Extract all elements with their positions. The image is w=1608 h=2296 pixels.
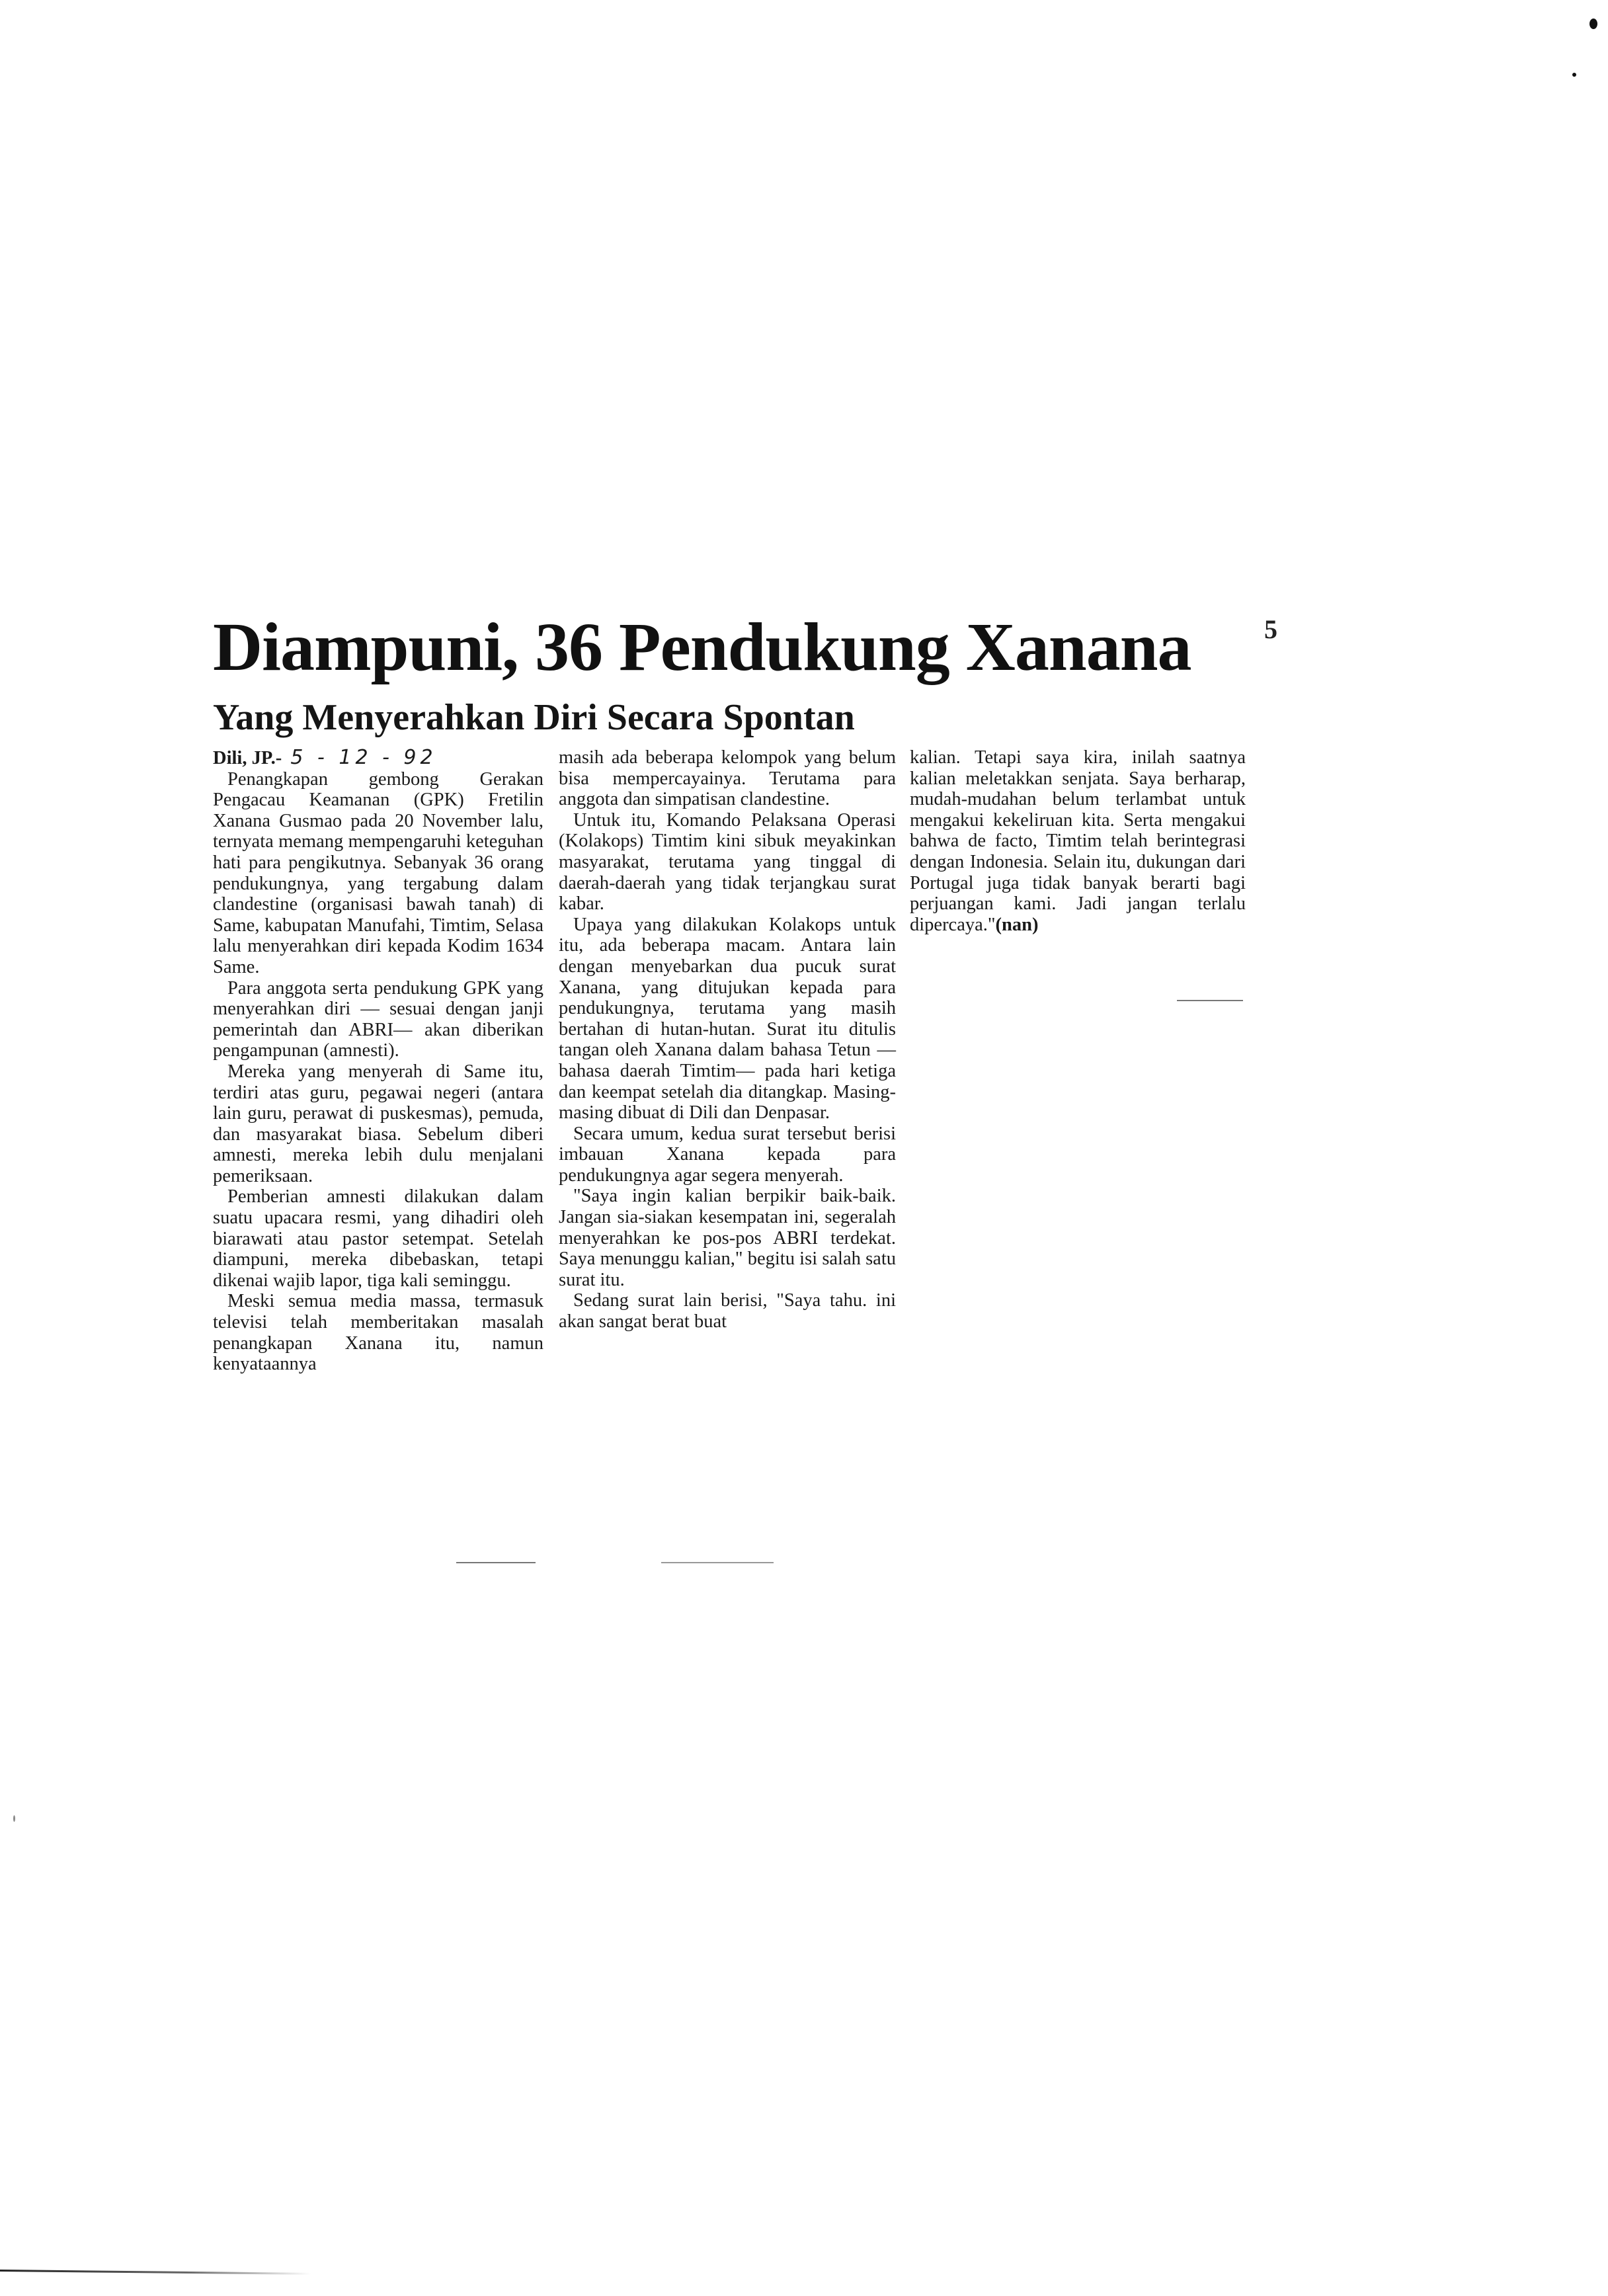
paragraph: Sedang surat lain berisi, "Saya tahu. ini akan sangat berat buat	[559, 1290, 896, 1332]
scan-edge-line	[0, 2270, 311, 2275]
handwritten-date: 5 - 12 - 92	[290, 746, 437, 769]
end-rule	[1177, 1000, 1243, 1001]
dateline: Dili, JP.-	[213, 748, 282, 768]
paragraph: "Saya ingin kalian berpikir baik-baik. Jangan sia-siakan kesempatan ini, segeralah menyerahkan ke pos-pos ABRI terdekat. Saya menunggu kalian," begitu isi salah satu surat itu.	[559, 1186, 896, 1290]
article-column-3	[910, 747, 1246, 935]
article-column-2	[559, 747, 896, 1332]
scan-speck	[1589, 19, 1597, 29]
scan-speck	[13, 1815, 15, 1822]
paragraph: masih ada beberapa kelompok yang belum bisa mempercayainya. Terutama para anggota dan simpatisan clandestine.	[559, 747, 896, 810]
article-subheadline: Yang Menyerahkan Diri Secara Spontan	[213, 697, 855, 738]
paragraph: Secara umum, kedua surat tersebut berisi imbauan Xanana kepada para pendukungnya agar segera menyerah.	[559, 1123, 896, 1186]
corner-mark: 5	[1264, 614, 1277, 644]
dateline-paragraph	[213, 747, 543, 769]
paragraph: Meski semua media massa, termasuk televisi telah memberitakan masalah penangkapan Xanana itu, namun kenyataannya	[213, 1291, 543, 1375]
article-column-1	[213, 747, 543, 1375]
author-credit: (nan)	[995, 914, 1039, 935]
paragraph: Mereka yang menyerah di Same itu, terdiri atas guru, pegawai negeri (antara lain guru, perawat di puskesmas), pemuda, dan masyarakat biasa. Sebelum diberi amnesti, mereka lebih dulu menjalani pemeriksaan.	[213, 1061, 543, 1186]
paragraph: Pemberian amnesti dilakukan dalam suatu upacara resmi, yang dihadiri oleh biarawati atau pastor setempat. Setelah diampuni, mereka dibebaskan, tetapi dikenai wajib lapor, tiga kali seminggu.	[213, 1186, 543, 1291]
column-end-rule	[661, 1562, 774, 1563]
paragraph: Para anggota serta pendukung GPK yang menyerahkan diri — sesuai dengan janji pemerintah dan ABRI— akan diberikan pengampunan (amnesti).	[213, 977, 543, 1061]
column-end-rule	[456, 1562, 536, 1563]
scan-speck	[1572, 73, 1576, 77]
article-headline: Diampuni, 36 Pendukung Xanana	[213, 609, 1191, 685]
paragraph: Penangkapan gembong Gerakan Pengacau Keamanan (GPK) Fretilin Xanana Gusmao pada 20 November lalu, ternyata memang mempengaruhi keteguhan hati para pengikutnya. Sebanyak 36 orang pendukungnya, yang tergabung dalam clandestine (organisasi bawah tanah) di Same, kabupatan Manufahi, Timtim, Selasa lalu menyerahkan diri kepada Kodim 1634 Same.	[213, 768, 543, 977]
paragraph: Untuk itu, Komando Pelaksana Operasi (Kolakops) Timtim kini sibuk meyakinkan masyarakat, terutama yang tinggal di daerah-daerah yang tidak terjangkau surat kabar.	[559, 809, 896, 915]
paragraph-text: kalian. Tetapi saya kira, inilah saatnya kalian meletakkan senjata. Saya berharap, mudah-mudahan belum terlambat untuk mengakui kekeliruan kita. Serta mengakui bahwa de facto, Timtim telah berintegrasi dengan Indonesia. Selain itu, dukungan dari Portugal juga tidak banyak berarti bagi perjuangan kami. Jadi jangan terlalu dipercaya."	[910, 747, 1246, 935]
paragraph	[910, 747, 1246, 935]
paragraph: Upaya yang dilakukan Kolakops untuk itu, ada beberapa macam. Antara lain dengan menyebarkan dua pucuk surat Xanana, yang ditujukan kepada para pendukungnya, terutama yang masih bertahan di hutan-hutan. Surat itu ditulis tangan oleh Xanana dalam bahasa Tetun —bahasa daerah Timtim— pada hari ketiga dan keempat setelah dia ditangkap. Masing-masing dibuat di Dili dan Denpasar.	[559, 914, 896, 1124]
